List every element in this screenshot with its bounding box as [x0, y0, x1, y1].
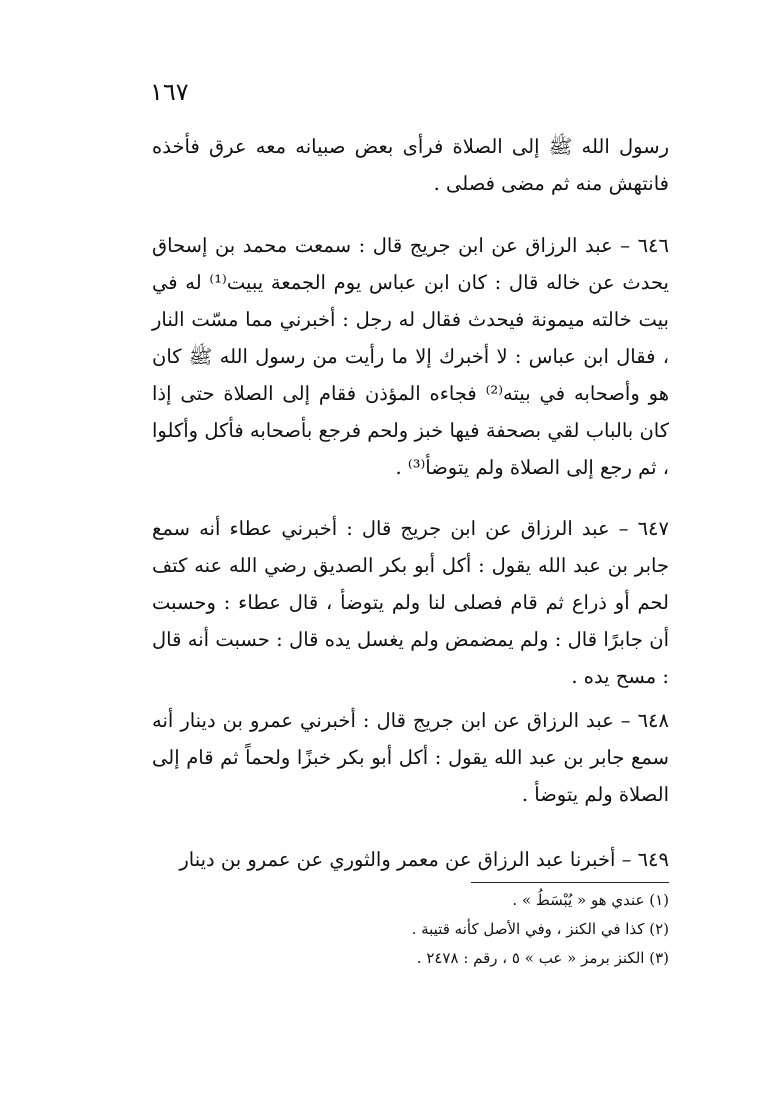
paragraph-647: ٦٤٧ – عبد الرزاق عن ابن جريج قال : أخبرني عطاء أنه سمع جابر بن عبد الله يقول : أكل أبو بكر الصديق رضي الله عنه كتف لحم أو ذراع ثم قام فصلى لنا ولم يتوضأ ، قال عطاء : وحسبت أن جابرًا قال : ولم يمضمض ولم يغسل يده قال : حسبت أنه قال : مسح يده .: [152, 517, 669, 688]
footnote-1: (١) عندي هو « يُبْسَطُ » .: [512, 891, 669, 909]
paragraph-continuation: رسول الله ﷺ إلى الصلاة فرأى بعض صبيانه معه عرق فأخذه فانتهش منه ثم مضى فصلى .: [152, 135, 669, 195]
footnote-divider: [471, 882, 669, 883]
footnotes: [339, 886, 669, 973]
page-number: ١٦٧: [150, 78, 189, 106]
paragraph-649: ٦٤٩ – أخبرنا عبد الرزاق عن معمر والثوري عن عمرو بن دينار: [179, 848, 669, 871]
footnote-2: (٢) كذا في الكنز ، وفي الأصل كأنه قتيبة .: [411, 920, 669, 938]
paragraph-646: ٦٤٦ – عبد الرزاق عن ابن جريج قال : سمعت محمد بن إسحاق يحدث عن خاله قال : كان ابن عباس يوم الجمعة يبيت⁽¹⁾ له في بيت خالته ميمونة فيحدث فقال له رجل : أخبرني مما مسّت النار ، فقال ابن عباس : لا أخبرك إلا ما رأيت من رسول الله ﷺ كان هو وأصحابه في بيته⁽²⁾ فجاءه المؤذن فقام إلى الصلاة حتى إذا كان بالباب لقي بصحفة فيها خبز ولحم فرجع بأصحابه فأكل وأكلوا ، ثم رجع إلى الصلاة ولم يتوضأ⁽³⁾ .: [152, 234, 669, 479]
paragraph-648: ٦٤٨ – عبد الرزاق عن ابن جريج قال : أخبرني عمرو بن دينار أنه سمع جابر بن عبد الله يقول : أكل أبو بكر خبزًا ولحماً ثم قام إلى الصلاة ولم يتوضأ .: [152, 709, 669, 806]
footnote-3: (٣) الكنز برمز « عب » ٥ ، رقم : ٢٤٧٨ .: [416, 949, 669, 967]
